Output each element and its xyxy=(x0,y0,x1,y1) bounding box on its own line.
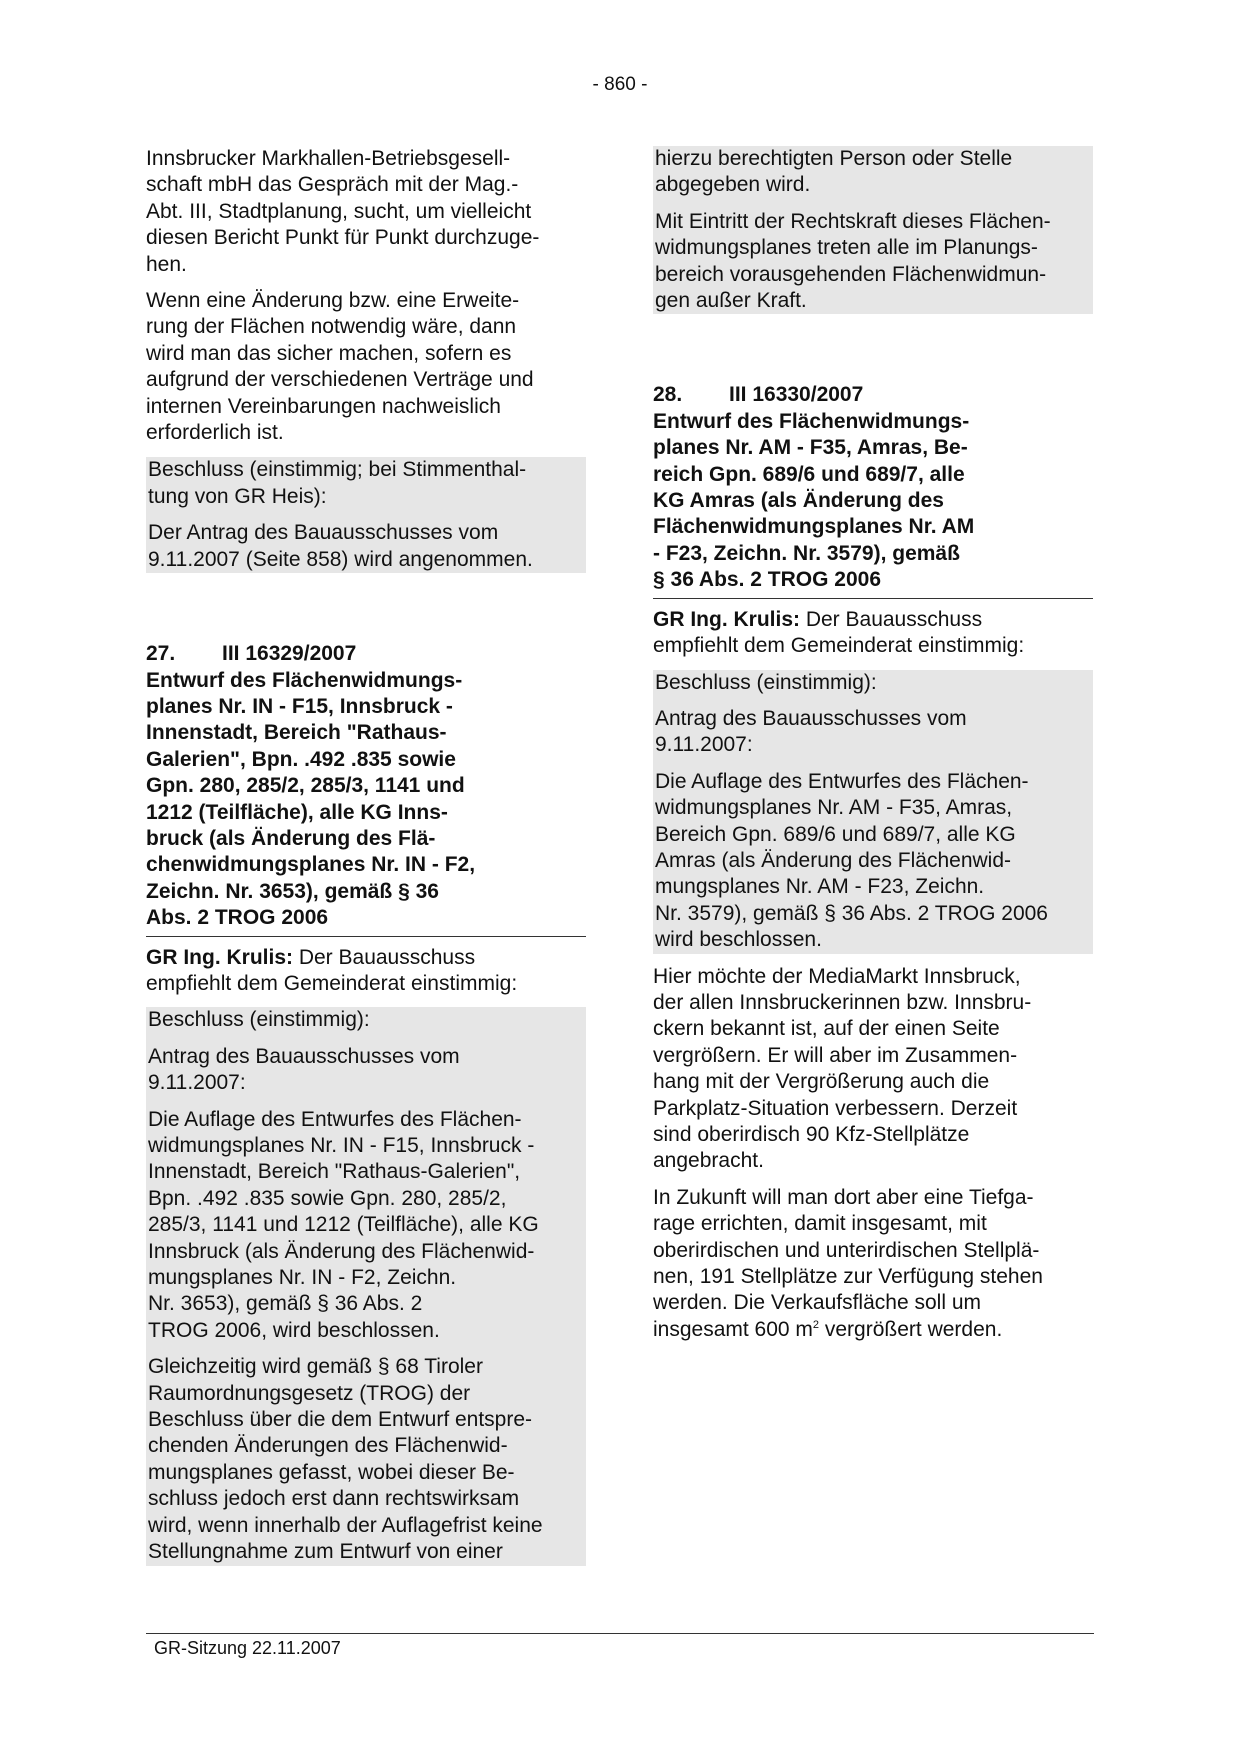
speaker-name: GR Ing. Krulis: xyxy=(146,945,293,969)
superscript-2: 2 xyxy=(812,1318,820,1331)
resolution-heading: Beschluss (einstimmig): xyxy=(655,670,877,694)
item-number: 28. xyxy=(653,383,683,407)
future-last-line: insgesamt 600 m xyxy=(653,1317,813,1341)
right-column xyxy=(653,146,1093,1343)
resolution-motion: Antrag des Bauausschusses vom 9.11.2007: xyxy=(655,706,967,757)
resolution-motion: Antrag des Bauausschusses vom 9.11.2007: xyxy=(148,1044,460,1095)
footer-divider xyxy=(146,1633,1094,1634)
item-28-header xyxy=(653,382,1093,408)
page-number: - 860 - xyxy=(592,74,648,95)
intro-paragraph: Innsbrucker Markhallen-Betriebsgesell- schaft mbH das Gespräch mit der Mag.- Abt. III, Stadtplanung, sucht, um vielleicht diesen Bericht Punkt für Punkt durchzuge- hen. xyxy=(146,147,540,276)
speaker-statement xyxy=(146,945,586,998)
speaker-name: GR Ing. Krulis: xyxy=(653,607,800,631)
extension-paragraph: Wenn eine Änderung bzw. eine Erweite- rung der Flächen notwendig wäre, dann wird man das sicher machen, sofern es aufgrund der verschiedenen Verträge und internen Vereinbarungen nachweislich erforderlich ist. xyxy=(146,289,534,445)
resolution-simultaneous: Gleichzeitig wird gemäß § 68 Tiroler Raumordnungsgesetz (TROG) der Beschluss über die dem Entwurf entspre- chenden Änderungen des Flächenwid- mungsplanes gefasst, wobei dieser Be- schluss jedoch erst dann rechtswirksam wird, wenn innerhalb der Auflagefrist keine Stellungnahme zum Entwurf von einer xyxy=(148,1355,543,1564)
future-paragraph xyxy=(653,1185,1093,1343)
speaker-text-1: Der Bauausschuss xyxy=(293,945,476,969)
speaker-text-1: Der Bauausschuss xyxy=(800,607,983,631)
mediamarkt-paragraph: Hier möchte der MediaMarkt Innsbruck, der allen Innsbruckerinnen bzw. Innsbru- ckern bekannt ist, auf der einen Seite vergrößern. Er will aber im Zusammen- hang mit der Vergrößerung auch die Parkplatz-Situation verbessern. Derzeit sind oberirdisch 90 Kfz-Stellplätze angebracht. xyxy=(653,964,1032,1173)
item-number: 27. xyxy=(146,642,176,666)
item-reference: III 16330/2007 xyxy=(729,383,864,407)
item-28-title: Entwurf des Flächenwidmungs- planes Nr. AM - F35, Amras, Be- reich Gpn. 689/6 und 689/7, alle KG Amras (als Änderung des Flächenwidmungsplanes Nr. AM - F23, Zeichn. Nr. 3579), gemäß § 36 Abs. 2 TROG 2006 xyxy=(653,409,975,592)
decision-heading: Beschluss (einstimmig; bei Stimmenthal- tung von GR Heis): xyxy=(148,458,527,508)
continuation-block xyxy=(653,146,1093,314)
title-divider xyxy=(653,598,1093,599)
resolution-body: Die Auflage des Entwurfes des Flächen- widmungsplanes Nr. AM - F35, Amras, Bereich Gpn. 689/6 und 689/7, alle KG Amras (als Änderung des Flächenwid- mungsplanes Nr. AM - F23, Zeichn. Nr. 3579), gemäß § 36 Abs. 2 TROG 2006 wird beschlossen. xyxy=(655,769,1048,952)
item-reference: III 16329/2007 xyxy=(222,642,357,666)
title-divider xyxy=(146,936,586,937)
future-last-line-end: vergrößert werden. xyxy=(819,1317,1003,1341)
decision-text: Der Antrag des Bauausschusses vom 9.11.2007 (Seite 858) wird angenommen. xyxy=(148,521,533,571)
decision-block xyxy=(146,457,586,573)
speaker-text-2: empfiehlt dem Gemeinderat einstimmig: xyxy=(146,971,518,995)
item-27-resolution xyxy=(146,1007,586,1565)
left-column xyxy=(146,146,586,1566)
future-lines: In Zukunft will man dort aber eine Tiefga- rage errichten, damit insgesamt, mit oberirdischen und unterirdischen Stellplä- nen, 191 Stellplätze zur Verfügung stehen werden. Die Verkaufsfläche soll um xyxy=(653,1185,1043,1315)
resolution-body: Die Auflage des Entwurfes des Flächen- widmungsplanes Nr. IN - F15, Innsbruck - Innenstadt, Bereich "Rathaus-Galerien", Bpn. .492 .835 sowie Gpn. 280, 285/2, 285/3, 1141 und 1212 (Teilfläche), alle KG Innsbruck (als Änderung des Flächenwid- mungsplanes Nr. IN - F2, Zeichn. Nr. 3653), gemäß § 36 Abs. 2 TROG 2006, wird beschlossen. xyxy=(148,1107,539,1342)
item-27-title: Entwurf des Flächenwidmungs- planes Nr. IN - F15, Innsbruck - Innenstadt, Bereich "Rathaus- Galerien", Bpn. .492 .835 sowie Gpn. 280, 285/2, 285/3, 1141 und 1212 (Teilfläche), alle KG Inns- bruck (als Änderung des Flä- chenwidmungsplanes Nr. IN - F2, Zeichn. Nr. 3653), gemäß § 36 Abs. 2 TROG 2006 xyxy=(146,668,476,930)
speaker-text-2: empfiehlt dem Gemeinderat einstimmig: xyxy=(653,634,1025,658)
continuation-text: hierzu berechtigten Person oder Stelle abgegeben wird. xyxy=(655,147,1013,197)
rechtskraft-text: Mit Eintritt der Rechtskraft dieses Flächen- widmungsplanes treten alle im Planungs- bereich vorausgehenden Flächenwidmun- gen außer Kraft. xyxy=(655,209,1051,313)
item-28-resolution xyxy=(653,670,1093,954)
item-27-header xyxy=(146,641,586,667)
resolution-heading: Beschluss (einstimmig): xyxy=(148,1008,370,1032)
speaker-statement xyxy=(653,607,1093,660)
footer-text: GR-Sitzung 22.11.2007 xyxy=(154,1638,341,1658)
